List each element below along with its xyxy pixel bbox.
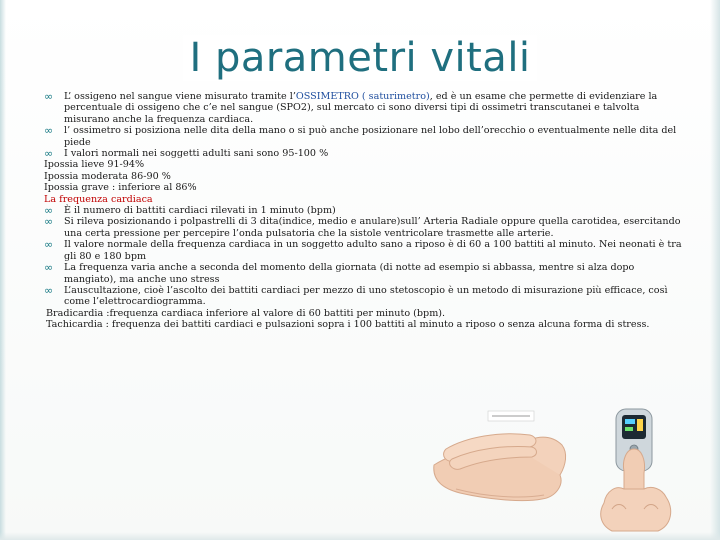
paragraph-text: Si rileva posizionando i polpastrelli di 3 dita(indice, medio e anulare)sull’ Arteria Radiale oppure quella carotidea, esercitando una certa pressione per percepire l’onda pulsatoria che la sistole ventricolare trasmette alle arterie. — [64, 216, 681, 239]
paragraph — [44, 319, 684, 330]
paragraph-text: Ipossia grave : inferiore al 86% — [44, 182, 197, 194]
paragraph — [44, 182, 684, 193]
device-name-link[interactable]: OSSIMETRO ( saturimetro) — [295, 91, 430, 102]
pulse-oximeter-illustration — [601, 409, 671, 531]
bullet-paragraph — [44, 148, 684, 159]
wrist-pulse-illustration — [434, 411, 566, 501]
illustrations — [426, 405, 698, 533]
paragraph-text: Bradicardia :frequenza cardiaca inferiore al valore di 60 battiti per minuto (bpm). — [46, 307, 446, 319]
slide-body — [44, 91, 684, 331]
paragraph — [44, 308, 684, 319]
bottom-edge-decoration — [0, 532, 720, 540]
infinity-bullet-icon: ∞ — [44, 204, 54, 218]
infinity-bullet-icon: ∞ — [44, 283, 54, 297]
slide-title — [0, 34, 720, 82]
bullet-paragraph — [44, 262, 684, 285]
infinity-bullet-icon: ∞ — [44, 261, 54, 275]
paragraph-text: Tachicardia : frequenza dei battiti cardiaci e pulsazioni sopra i 100 battiti al minuto a riposo o senza alcuna forma di stress. — [46, 319, 650, 331]
infinity-bullet-icon: ∞ — [44, 238, 54, 252]
bullet-paragraph — [44, 285, 684, 308]
paragraph-text: Il valore normale della frequenza cardiaca in un soggetto adulto sano a riposo è di 60 a 100 battiti al minuto. Nei neonati è tra gli 80 e 180 bpm — [64, 239, 682, 262]
paragraph — [44, 171, 684, 182]
paragraph-text: Ipossia moderata 86-90 % — [44, 170, 171, 182]
slide-title-text: I parametri vitali — [183, 35, 536, 81]
paragraph-text: I valori normali nei soggetti adulti sani sono 95-100 % — [64, 148, 329, 160]
paragraph-text: , ed è un esame che permette di evidenziare la percentuale di ossigeno che c’e nel sangue (SPO2), sul mercato ci sono diversi tipi di ossimetri transcutanei e talvolta misurano anche la frequenza cardiaca. — [64, 91, 658, 125]
bullet-paragraph — [44, 239, 684, 262]
section-heading: La frequenza cardiaca — [44, 193, 153, 205]
infinity-bullet-icon: ∞ — [44, 215, 54, 229]
paragraph-text: È il numero di battiti cardiaci rilevati in 1 minuto (bpm) — [64, 205, 336, 217]
infinity-bullet-icon: ∞ — [44, 124, 54, 138]
bullet-paragraph — [44, 91, 684, 125]
bullet-paragraph — [44, 216, 684, 239]
paragraph-text: l’ ossimetro si posiziona nelle dita della mano o si può anche posizionare nel lobo dell’orecchio o eventualmente nelle dita del piede — [64, 125, 677, 148]
paragraph-text: La frequenza varia anche a seconda del momento della giornata (di notte ad esempio si abbassa, mentre si alza dopo mangiato), ma anche uno stress — [64, 262, 635, 285]
illustrations-svg — [426, 405, 698, 533]
bullet-paragraph — [44, 125, 684, 148]
infinity-bullet-icon: ∞ — [44, 147, 54, 161]
paragraph — [44, 194, 684, 205]
infinity-bullet-icon: ∞ — [44, 90, 54, 103]
paragraph-text: L’ ossigeno nel sangue viene misurato tramite l’ — [64, 91, 296, 102]
paragraph — [44, 159, 684, 170]
bullet-paragraph — [44, 205, 684, 216]
paragraph-text: Ipossia lieve 91-94% — [44, 159, 145, 171]
paragraph-text: L’auscultazione, cioè l’ascolto dei battiti cardiaci per mezzo di uno stetoscopio è un metodo di misurazione più efficace, così come l’elettrocardiogramma. — [64, 284, 668, 308]
